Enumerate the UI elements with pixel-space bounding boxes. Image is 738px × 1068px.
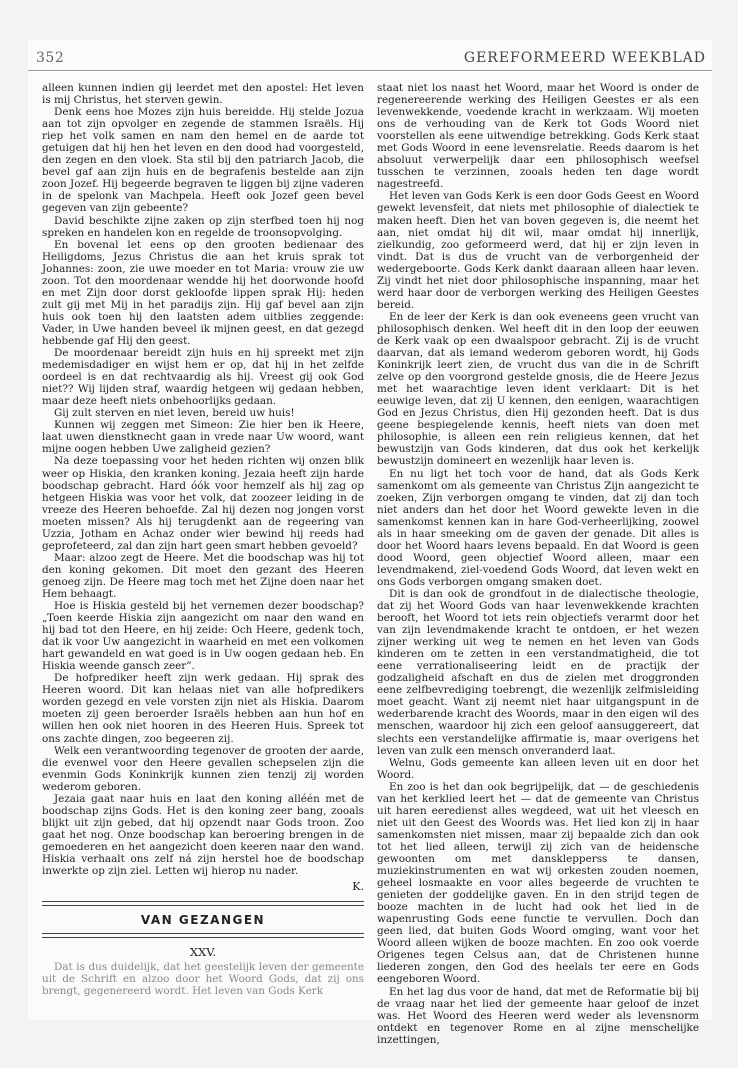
paragraph: Maar: alzoo zegt de Heere. Met die boodschap was hij tot den koning gekomen. Dit moet den gezant des Heeren genoeg zijn. De Heere mag toch met het Zijne doen naar het Hem behaagt. xyxy=(42,551,364,600)
section-divider-bottom xyxy=(42,933,364,938)
paragraph: David beschikte zijne zaken op zijn sterfbed toen hij nog spreken en handelen kon en regelde de troonsopvolging. xyxy=(42,214,364,239)
right-column xyxy=(377,82,699,1046)
paragraph: En nu ligt het toch voor de hand, dat als Gods Kerk samenkomt om als gemeente van Christus Zijn aangezicht te zoeken, Zijn verborgen omgang te vinden, dat zij dan toch niet anders dan het door het Woord gewekte leven in die samenkomst kennen kan in hare God-verheerlijking, zoowel als in haar smeeking om de gaven der genade. Dit alles is door het Woord haars levens bepaald. En dat Woord is geen dood Woord, geen objectief Woord alleen, maar een levendmakend, ziel-voedend Gods Woord, dat leven wekt en ons Gods verborgen omgang smaken doet. xyxy=(377,467,699,588)
section-divider-top xyxy=(42,901,364,906)
paragraph: De moordenaar bereidt zijn huis en hij spreekt met zijn medemisdadiger en wijst hem er op, dat hij in het zelfde oordeel is en dat rechtvaardig als hij. Vreest gij ook God niet?? Wij lijden straf, waardig hetgeen wij gedaan hebben, maar deze heeft niets onbehoorlijks gedaan. xyxy=(42,347,364,408)
paragraph: De hofprediker heeft zijn werk gedaan. Hij sprak des Heeren woord. Dit kan helaas niet van alle hofpredikers worden gezegd en vele vorsten zijn niet als Hiskia. Daarom moeten zij geen beroerder Israëls hebben aan hun hof en willen hen ook niet hooren in des Heeren Huis. Spreek tot ons zachte dingen, zoo begeeren zij. xyxy=(42,672,364,745)
paragraph: En het lag dus voor de hand, dat met de Reformatie bij bij de vraag naar het lied der gemeente haar geloof de inzet was. Het Woord des Heeren werd weder als levensnorm ontdekt en tegenover Rome en al zijne menschelijke inzettingen, xyxy=(377,985,699,1046)
newspaper-page xyxy=(28,40,712,1046)
paragraph: En de leer der Kerk is dan ook eveneens geen vrucht van philosophisch denken. Wel heeft dit in den loop der eeuwen de Kerk vaak op een dwaalspoor gebracht. Zij is de vrucht daarvan, dat als iemand wederom geboren wordt, hij Gods Koninkrijk leert zien, de vrucht dus van die in de Schrift zelve op den voorgrond gestelde gnosis, die de Heere Jezus met het waarachtige leven ident verklaart: Dit is het eeuwige leven, dat zij U kennen, den eenigen, waarachtigen God en Jezus Christus, dien Hij gezonden heeft. Dat is dus geene bespiegelende kennis, heeft niets van doen met philosophie, is alleen een rein religieus kennen, dat het bewustzijn van Gods kinderen, dat dus ook het kerkelijk bewustzijn domineert en wezenlijk haar leven is. xyxy=(377,310,699,468)
section-number: XXV. xyxy=(189,945,217,960)
paragraph: alleen kunnen indien gij leerdet met den apostel: Het leven is mij Christus, het sterven gewin. xyxy=(42,82,364,107)
left-column xyxy=(42,82,364,997)
paragraph: En zoo is het dan ook begrijpelijk, dat — de geschiedenis van het kerklied leert het — dat de gemeente van Christus uit haren eeredienst alles wegdeed, wat uit het vleesch en niet uit den Geest des Woords was. Het lied kon zij in haar samenkomsten niet missen, maar zij bepaalde zich dan ook tot het lied alleen, terwijl zij zich van de heidensche gewoonten om met dansklepperss te dansen, muziekinstrumenten en wat wij orkesten zouden noemen, geheel losmaakte en voor alles begeerde de vruchten te genieten der goddelijke gaven. En in den strijd tegen de booze machten in de lucht had ook het lied in de wapenrusting Gods eene functie te vervullen. Doch dan geen lied, dat buiten Gods Woord omging, want voor het Woord alleen wijken de booze machten. En zoo ook voerde Origenes tegen Celsus aan, dat de Christenen hunne liederen zongen, den God des heelals ter eere en Gods eengeboren Woord. xyxy=(377,780,699,986)
paragraph: Hoe is Hiskia gesteld bij het vernemen dezer boodschap? „Toen keerde Hiskia zijn aangezicht om naar den wand en hij bad tot den Heere, en hij zeide: Och Heere, gedenk toch, dat ik voor Uw aangezicht in waarheid en met een volkomen hart gewandeld en wat goed is in Uw oogen gedaan heb. En Hiskia weende gansch zeer”. xyxy=(42,600,364,673)
paragraph: En bovenal let eens op den grooten bedienaar des Heiligdoms, Jezus Christus die aan het kruis sprak tot Johannes: zoon, zie uwe moeder en tot Maria: vrouw zie uw zoon. Tot den moordenaar wendde hij het doorwonde hoofd en met Zijn door dorst gekloofde lippen sprak Hij: heden zult gij met Mij in het paradijs zijn. Hij gaf bevel aan zijn huis ook toen hij den laatsten adem uitblies zeggende: Vader, in Uwe handen beveel ik mijnen geest, en dat gezegd hebbende gaf Hij den geest. xyxy=(42,238,364,347)
section-title: VAN GEZANGEN xyxy=(140,913,266,928)
running-title: GEREFORMEERD WEEKBLAD xyxy=(463,50,706,66)
paragraph: Denk eens hoe Mozes zijn huis bereidde. Hij stelde Jozua aan tot zijn opvolger en zegende de stammen Israëls. Hij riep het volk samen en nam den hemel en de aarde tot getuigen dat hij hen het leven en den dood had voorgesteld, den zegen en den vloek. Sta stil bij den patriarch Jacob, die bevel gaf aan zijn huis en de begrafenis bestelde aan zijn zoon Jozef. Hij begeerde begraven te liggen bij zijne vaderen in de spelonk van Machpela. Heeft ook Jozef geen bevel gegeven van zijn gebeente? xyxy=(42,106,364,215)
paragraph: Dit is dan ook de grondfout in de dialectische theologie, dat zij het Woord Gods van haar levenwekkende krachten berooft, het Woord tot iets rein objectiefs verarmt door het van zijn levendmakende kracht te ontdoen, er het wezen zijner werking uit weg te nemen en het leven van Gods kinderen om te zetten in een verstandmatigheid, die tot eene verrationaliseering leidt en de practijk der godzaligheid afschaft en dus de zielen met droggronden eene zelfbevrediging toebrengt, die wezenlijk zelfmisleiding moet geacht. Want zij neemt niet haar uitgangspunt in de wederbarende kracht des Woords, maar in den eigen wil des menschen, waardoor hij zich een geloof aansuggereert, dat slechts een verstandelijke affirmatie is, maar overigens het leven van zulk een mensch onveranderd laat. xyxy=(377,587,699,757)
page-number: 352 xyxy=(36,50,65,66)
author-signature: K. xyxy=(352,880,364,894)
paragraph: Welnu, Gods gemeente kan alleen leven uit en door het Woord. xyxy=(377,756,699,781)
paragraph: Kunnen wij zeggen met Simeon: Zie hier ben ik Heere, laat uwen dienstknecht gaan in vrede naar Uw woord, want mijne oogen hebben Uwe zaligheid gezien? xyxy=(42,419,364,456)
page-header xyxy=(28,48,712,71)
paragraph: Gij zult sterven en niet leven, bereid uw huis! xyxy=(54,407,295,420)
paragraph: Dat is dus duidelijk, dat het geestelijk leven der gemeente uit de Schrift en alzoo door het Woord Gods, dat zij ons brengt, gegenereerd wordt. Het leven van Gods Kerk xyxy=(42,961,364,998)
paragraph: Na deze toepassing voor het heden richten wij onzen blik weer op Hiskia, den kranken koning. Jezaia heeft zijn harde boodschap gebracht. Hard óók voor hemzelf als hij zag op hetgeen Hiskia was voor het volk, dat zoozeer leiding in de vreeze des Heeren behoefde. Zal hij dezen nog jongen vorst moeten missen? Als hij terugdenkt aan de regeering van Uzzia, Jotham en Achaz onder wier bewind hij reeds had geprofeteerd, zal dan zijn hart geen smart hebben gevoeld? xyxy=(42,455,364,552)
paragraph: Jezaia gaat naar huis en laat den koning alléén met de boodschap zijns Gods. Het is den koning zeer bang, zooals blijkt uit zijn gebed, dat hij opzendt naar Gods troon. Zoo gaat het nog. Onze boodschap kan beroering brengen in de gemoederen en het aangezicht doen keeren naar den wand. Hiskia verhaalt ons zelf ná zijn herstel hoe de boodschap inwerkte op zijn ziel. Letten wij hierop nu nader. xyxy=(42,792,364,878)
paragraph: staat niet los naast het Woord, maar het Woord is onder de regenereerende werking des Heiligen Geestes er als een levenwekkende, voedende kracht in werkzaam. Wij moeten ons de verhouding van de Kerk tot Gods Woord niet voorstellen als eene uitwendige betrekking. Gods Kerk staat met Gods Woord in eene levensrelatie. Reeds daarom is het absoluut verwerpelijk daar een philosophisch weefsel tusschen te verzinnen, zooals heden ten dage wordt nagestreefd. xyxy=(377,82,699,191)
paragraph: Welk een verantwoording tegenover de grooten der aarde, die evenwel voor den Heere gevallen schepselen zijn die evenmin Gods Koninkrijk kunnen zien tenzij zij worden wederom geboren. xyxy=(42,744,364,793)
paragraph: Het leven van Gods Kerk is een door Gods Geest en Woord gewekt levensfeit, dat niets met philosophie of dialectiek te maken heeft. Dien het van boven gegeven is, die neemt het aan, niet omdat hij dit wil, maar omdat hij innerlijk, zielkundig, zoo geformeerd werd, dat hij er zijn leven in vindt. Dat is dus de vrucht van de verborgenheid der wedergeboorte. Gods Kerk dankt daaraan alleen haar leven. Zij vindt het niet door philosophische inspanning, maar het werd haar door de verborgen werking des Heiligen Geestes bereid. xyxy=(377,190,699,311)
